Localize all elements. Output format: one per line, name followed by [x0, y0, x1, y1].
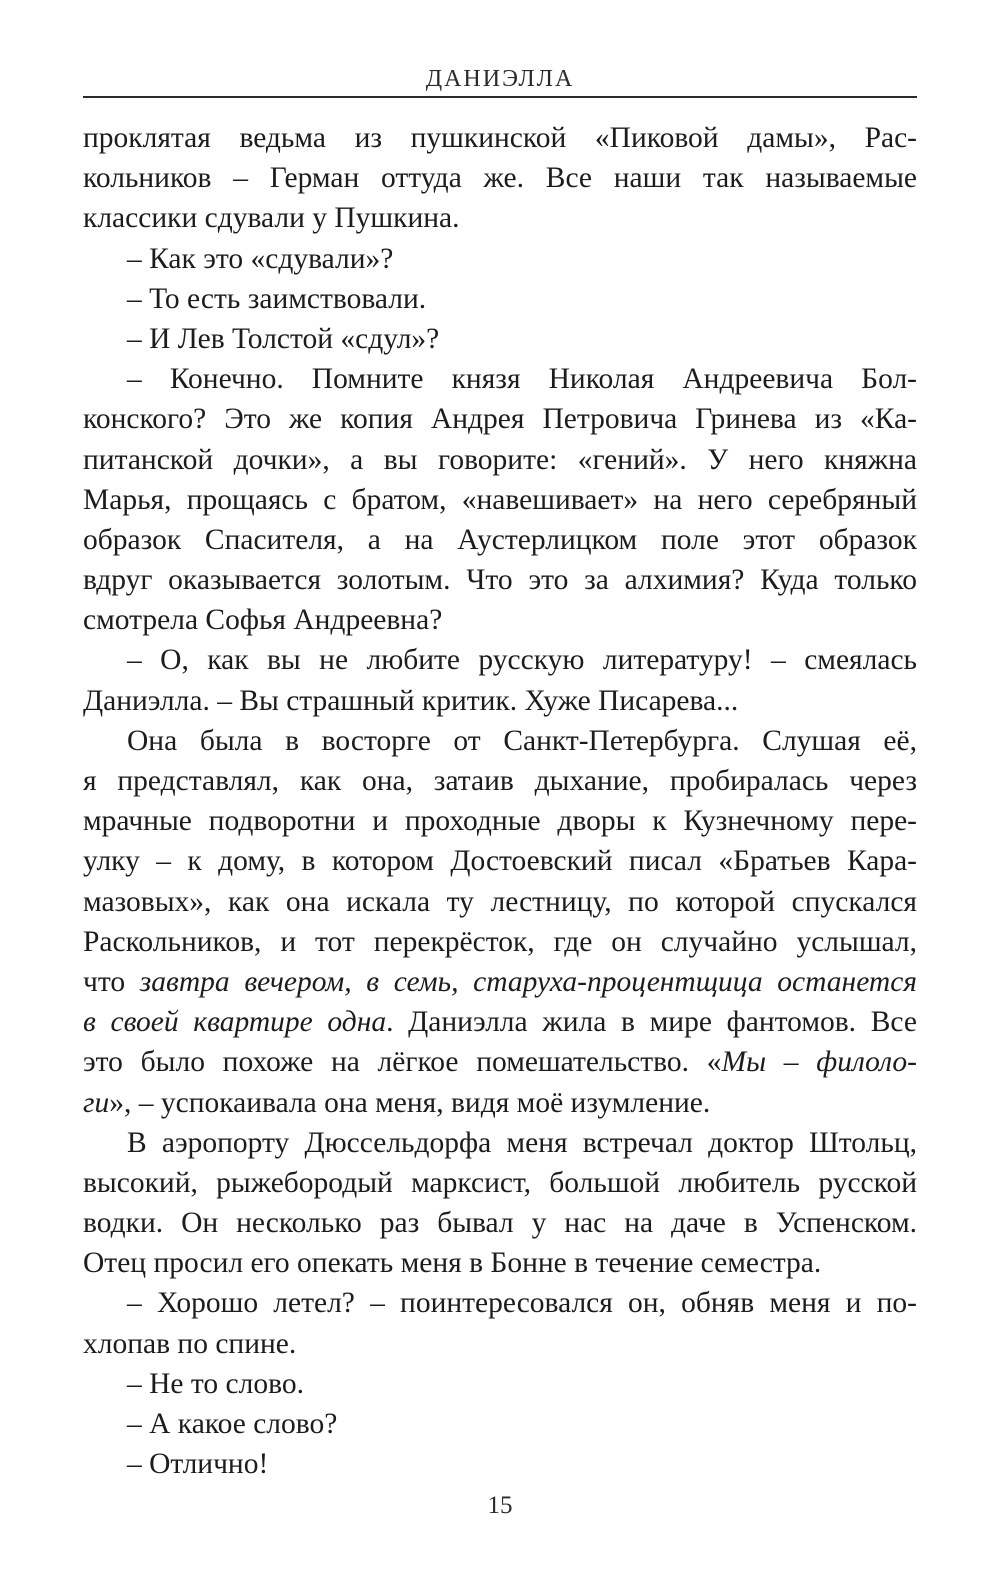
text-line: проклятая ведьма из пушкинской «Пиковой дамы», Рас-	[83, 122, 917, 154]
text-line: В аэропорту Дюссельдорфа меня встречал доктор Штольц,	[127, 1126, 917, 1159]
text-line: вдруг оказывается золотым. Что это за алхимия? Куда только	[83, 564, 917, 597]
text-line: – Как это «сдували»?	[127, 242, 394, 275]
text-line: образок Спасителя, а на Аустерлицком поле этот образок	[83, 523, 917, 556]
text-line: – Конечно. Помните князя Николая Андреевича Бол-	[127, 363, 917, 396]
text-line: классики сдували у Пушкина.	[83, 202, 460, 235]
text-line: – Отлично!	[127, 1448, 269, 1481]
text-line	[83, 1042, 917, 1082]
text-line: Она была в восторге от Санкт-Петербурга. Слушая её,	[127, 724, 917, 757]
text-run: . Даниэлла жила в мире фантомов. Все	[386, 1006, 917, 1039]
text-line: питанской дочки», а вы говорите: «гений». У него княжна	[83, 443, 917, 476]
text-line: мазовых», как она искала ту лестницу, по которой спускался	[83, 885, 917, 918]
text-line: – Хорошо летел? – поинтересовался он, обняв меня и по-	[127, 1287, 917, 1320]
text-line: – Не то слово.	[127, 1367, 304, 1400]
text-line: смотрела Софья Андреевна?	[83, 604, 443, 637]
text-line: Марья, прощаясь с братом, «навешивает» на него серебряный	[83, 483, 917, 516]
text-line: Отец просил его опекать меня в Бонне в течение семестра.	[83, 1247, 822, 1280]
text-line	[83, 1083, 917, 1123]
text-line: – О, как вы не любите русскую литературу! – смеялась	[127, 644, 917, 677]
text-line: улку – к дому, в котором Достоевский писал «Братьев Кара-	[83, 845, 917, 878]
body-text	[83, 118, 917, 1484]
text-run: что	[83, 965, 140, 998]
text-line: – А какое слово?	[127, 1408, 338, 1440]
text-line: кольников – Герман оттуда же. Все наши так называемые	[83, 162, 917, 195]
text-run: это было похоже на лёгкое помешательство. «	[83, 1046, 722, 1079]
running-title: ДАНИЭЛЛА	[425, 66, 575, 92]
italic-run: завтра вечером, в семь, старуха-процентщица останется	[139, 965, 918, 998]
page-number: 15	[487, 1492, 513, 1519]
text-line: водки. Он несколько раз бывал у нас на даче в Успенском.	[83, 1207, 917, 1240]
text-line	[83, 1002, 917, 1042]
italic-run: в своей квартире одна	[83, 1006, 387, 1039]
header-rule	[83, 96, 917, 98]
text-line: мрачные подворотни и проходные дворы к Кузнечному пере-	[83, 805, 917, 838]
italic-run: ги	[83, 1086, 110, 1119]
text-run: », – успокаивала она меня, видя моё изумление.	[109, 1086, 711, 1119]
text-line	[83, 962, 917, 1002]
text-line: – То есть заимствовали.	[127, 282, 427, 315]
text-line: Даниэлла. – Вы страшный критик. Хуже Писарева...	[83, 684, 739, 717]
text-line: хлопав по спине.	[83, 1327, 297, 1360]
italic-run: Мы – филоло-	[721, 1046, 917, 1079]
text-line: Раскольников, и тот перекрёсток, где он случайно услышал,	[83, 925, 917, 958]
text-line: – И Лев Толстой «сдул»?	[127, 322, 440, 355]
text-line: конского? Это же копия Андрея Петровича Гринева из «Ка-	[83, 403, 917, 436]
text-line: я представлял, как она, затаив дыхание, пробиралась через	[83, 765, 917, 797]
text-line: высокий, рыжебородый марксист, большой любитель русской	[83, 1166, 917, 1199]
